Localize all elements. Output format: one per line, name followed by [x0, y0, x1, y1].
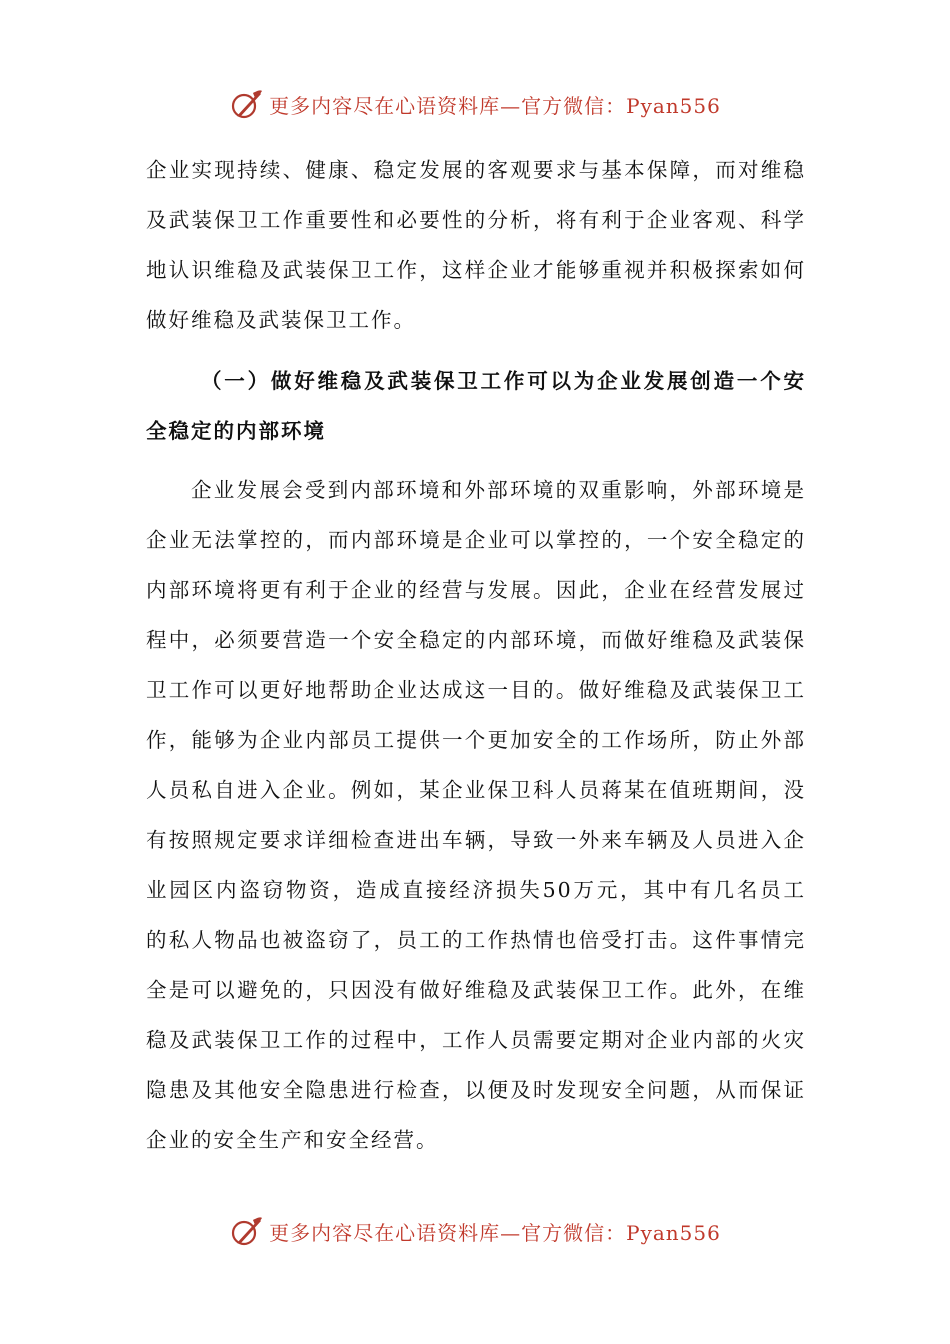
footer-banner-text: 更多内容尽在心语资料库—官方微信：Pyan556 [269, 1220, 721, 1245]
header-banner [0, 84, 950, 124]
section-paragraph: 企业发展会受到内部环境和外部环境的双重影响，外部环境是企业无法掌控的，而内部环境是企业可以掌控的，一个安全稳定的内部环境将更有利于企业的经营与发展。因此，企业在经营发展过程中，必须要营造一个安全稳定的内部环境，而做好维稳及武装保卫工作可以更好地帮助企业达成这一目的。做好维稳及武装保卫工作，能够为企业内部员工提供一个更加安全的工作场所，防止外部人员私自进入企业。例如，某企业保卫科人员蒋某在值班期间，没有按照规定要求详细检查进出车辆，导致一外来车辆及人员进入企业园区内盗窃物资，造成直接经济损失50万元，其中有几名员工的私人物品也被盗窃了，员工的工作热情也倍受打击。这件事情完全是可以避免的，只因没有做好维稳及武装保卫工作。此外，在维稳及武装保卫工作的过程中，工作人员需要定期对企业内部的火灾隐患及其他安全隐患进行检查，以便及时发现安全问题，从而保证企业的安全生产和安全经营。 [146, 478, 806, 1152]
quill-pen-circle-icon [229, 87, 263, 121]
intro-paragraph: 企业实现持续、健康、稳定发展的客观要求与基本保障，而对维稳及武装保卫工作重要性和必要性的分析，将有利于企业客观、科学地认识维稳及武装保卫工作，这样企业才能够重视并积极探索如何做好维稳及武装保卫工作。 [146, 158, 806, 332]
quill-pen-circle-icon [229, 1214, 263, 1248]
footer-banner [0, 1211, 950, 1251]
document-body [146, 145, 806, 1165]
section-heading: （一）做好维稳及武装保卫工作可以为企业发展创造一个安全稳定的内部环境 [146, 369, 806, 443]
header-banner-text: 更多内容尽在心语资料库—官方微信：Pyan556 [269, 93, 721, 118]
